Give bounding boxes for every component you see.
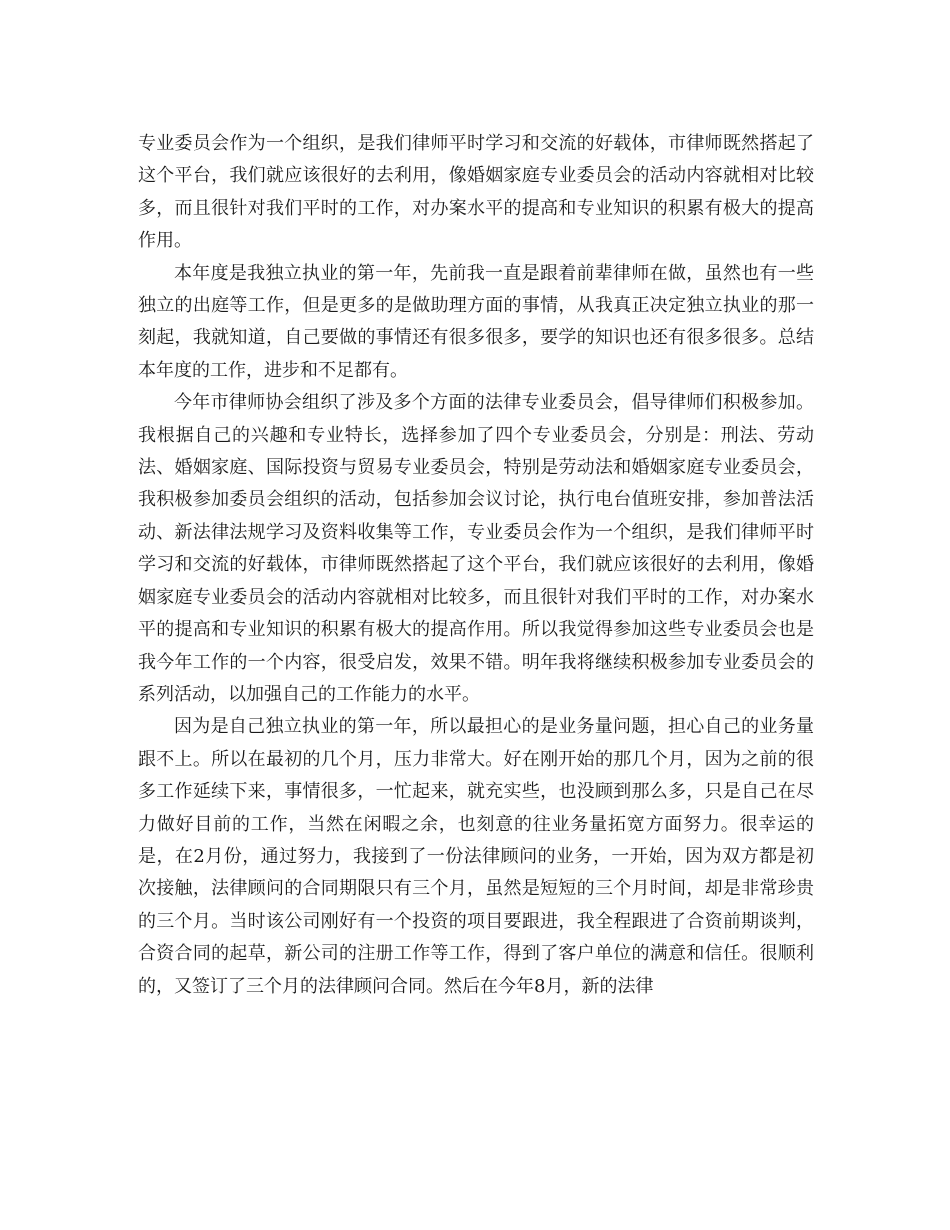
paragraph-continuation: 专业委员会作为一个组织，是我们律师平时学习和交流的好载体，市律师既然搭起了这个平台，我们就应该很好的去利用，像婚姻家庭专业委员会的活动内容就相对比较多，而且很针对我们平时的工作，对办案水平的提高和专业知识的积累有极大的提高作用。 xyxy=(138,133,814,252)
paragraph-committees: 今年市律师协会组织了涉及多个方面的法律专业委员会，倡导律师们积极参加。我根据自己的兴趣和专业特长，选择参加了四个专业委员会，分别是：刑法、劳动法、婚姻家庭、国际投资与贸易专业委员会，特别是劳动法和婚姻家庭专业委员会，我积极参加委员会组织的活动，包括参加会议讨论，执行电台值班安排，参加普法活动、新法律法规学习及资料收集等工作，专业委员会作为一个组织，是我们律师平时学习和交流的好载体，市律师既然搭起了这个平台，我们就应该很好的去利用，像婚姻家庭专业委员会的活动内容就相对比较多，而且很针对我们平时的工作，对办案水平的提高和专业知识的积累有极大的提高作用。所以我觉得参加这些专业委员会也是我今年工作的一个内容，很受启发，效果不错。明年我将继续积极参加专业委员会的系列活动，以加强自己的工作能力的水平。 xyxy=(138,392,814,705)
document-body xyxy=(138,128,814,1003)
paragraph-first-year: 本年度是我独立执业的第一年，先前我一直是跟着前辈律师在做，虽然也有一些独立的出庭等工作，但是更多的是做助理方面的事情，从我真正决定独立执业的那一刻起，我就知道，自己要做的事情还有很多很多，要学的知识也还有很多很多。总结本年度的工作，进步和不足都有。 xyxy=(138,262,814,381)
paragraph-workload: 因为是自己独立执业的第一年，所以最担心的是业务量问题，担心自己的业务量跟不上。所以在最初的几个月，压力非常大。好在刚开始的那几个月，因为之前的很多工作延续下来，事情很多，一忙起来，就充实些，也没顾到那么多，只是自己在尽力做好目前的工作，当然在闲暇之余，也刻意的往业务量拓宽方面努力。很幸运的是，在2月份，通过努力，我接到了一份法律顾问的业务，一开始，因为双方都是初次接触，法律顾问的合同期限只有三个月，虽然是短短的三个月时间，却是非常珍贵的三个月。当时该公司刚好有一个投资的项目要跟进，我全程跟进了合资前期谈判，合资合同的起草，新公司的注册工作等工作，得到了客户单位的满意和信任。很顺利的，又签订了三个月的法律顾问合同。然后在今年8月，新的法律 xyxy=(138,716,814,997)
